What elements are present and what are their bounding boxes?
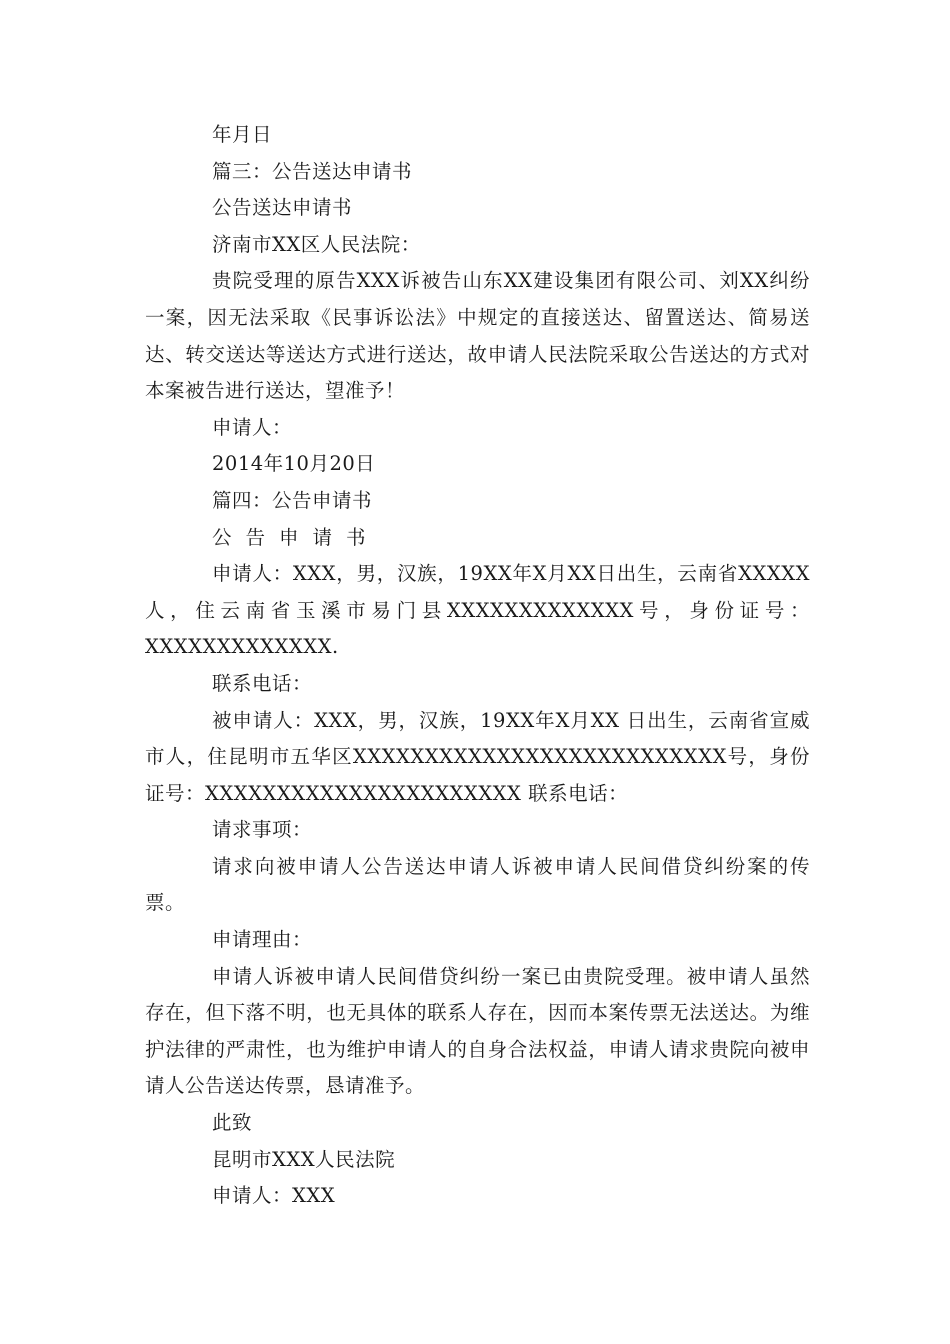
respondent-info: 被申请人：XXX，男，汉族，19XX年X月XX 日出生，云南省宣威市人，住昆明市五华区XXXXXXXXXXXXXXXXXXXXXXXXXX号，身份证号：XXXXXXXXXXXXXXXXXXXXXX 联系电话： — [145, 708, 810, 805]
section3-body: 贵院受理的原告XXX诉被告山东XX建设集团有限公司、刘XX纠纷一案，因无法采取《民事诉讼法》中规定的直接送达、留置送达、简易送达、转交送达等送达方式进行送达，故申请人民法院采取公告送达的方式对本案被告进行送达，望准予！ — [145, 269, 810, 403]
section3-date: 2014年10月20日 — [212, 452, 376, 476]
applicant-phone: 联系电话： — [212, 671, 313, 695]
section3-heading: 篇三：公告送达申请书 — [212, 159, 413, 183]
section3-title: 公告送达申请书 — [212, 196, 353, 220]
claims-body: 请求向被申请人公告送达申请人诉被申请人民间借贷纠纷案的传票。 — [145, 854, 810, 915]
reasons-body: 申请人诉被申请人民间借贷纠纷一案已由贵院受理。被申请人虽然存在，但下落不明，也无具体的联系人存在，因而本案传票无法送达。为维护法律的严肃性，也为维护申请人的自身合法权益，申请人请求贵院向被申请人公告送达传票，恳请准予。 — [145, 964, 810, 1098]
section4-title: 公告申请书 — [212, 525, 380, 549]
section3-applicant: 申请人： — [212, 415, 293, 439]
signature: 申请人：XXX — [212, 1184, 336, 1208]
reasons-heading: 申请理由： — [212, 928, 313, 952]
claims-heading: 请求事项： — [212, 818, 313, 842]
section3-addressee: 济南市XX区人民法院： — [212, 232, 421, 256]
date-placeholder: 年月日 — [212, 123, 273, 146]
closing: 此致 — [212, 1111, 253, 1135]
section4-heading: 篇四：公告申请书 — [212, 488, 373, 512]
document-content — [145, 117, 810, 1215]
court-name: 昆明市XXX人民法院 — [212, 1147, 396, 1171]
applicant-info: 申请人：XXX，男，汉族，19XX年X月XX日出生，云南省XXXXX人，住云南省玉溪市易门县XXXXXXXXXXXXX号，身份证号：XXXXXXXXXXXXX. — [145, 562, 810, 659]
